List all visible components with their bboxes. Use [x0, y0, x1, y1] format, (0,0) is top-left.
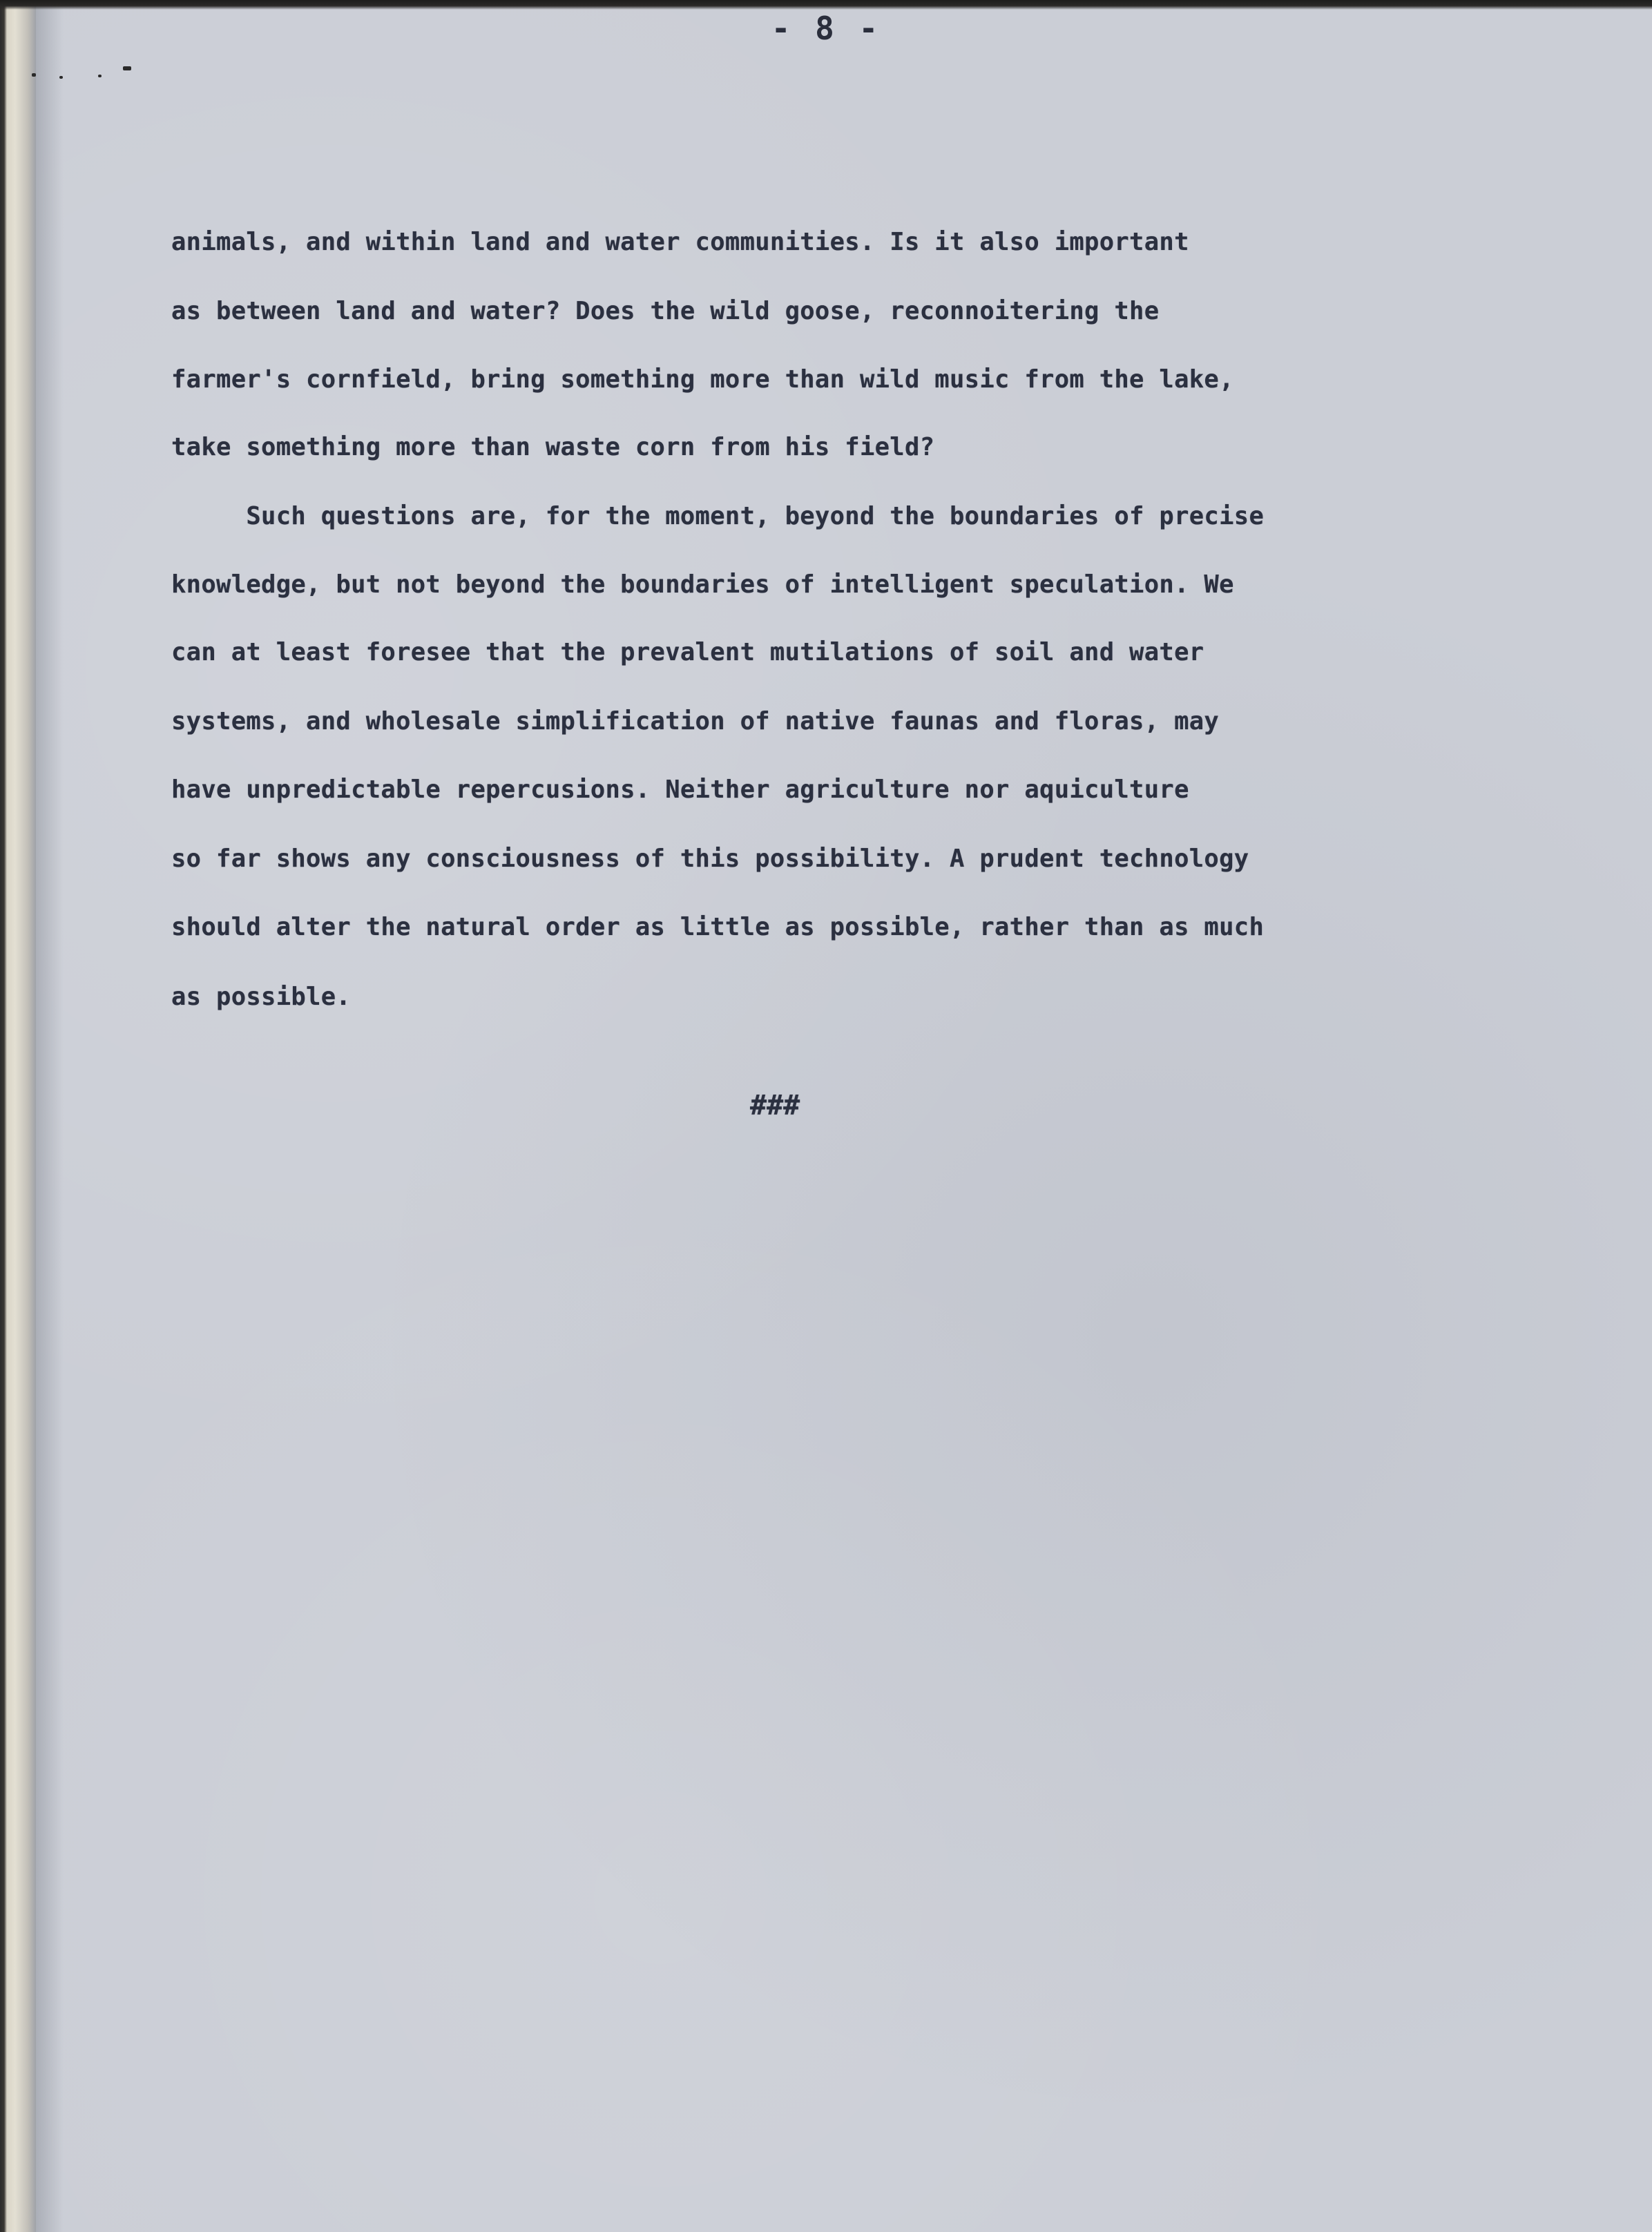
text-line: systems, and wholesale simplification of native faunas and floras, may: [171, 707, 1220, 735]
text-line: take something more than waste corn from his field?: [171, 433, 935, 461]
text-line: animals, and within land and water communities. Is it also important: [171, 228, 1189, 256]
text-line: can at least foresee that the prevalent mutilations of soil and water: [171, 638, 1204, 666]
text-line: have unpredictable repercusions. Neither agriculture nor aquiculture: [171, 776, 1189, 804]
text-line: as between land and water? Does the wild goose, reconnoitering the: [171, 297, 1160, 325]
text-line: Such questions are, for the moment, beyond the boundaries of precise: [171, 502, 1265, 530]
page-shadow: [36, 0, 64, 2232]
text-line: as possible.: [171, 983, 352, 1011]
margin-specks: [32, 66, 142, 94]
text-line: knowledge, but not beyond the boundaries of intelligent speculation. We: [171, 570, 1234, 599]
text-line: should alter the natural order as little as possible, rather than as much: [171, 913, 1265, 941]
top-edge: [0, 0, 1652, 10]
binding-edge: [0, 0, 36, 2232]
text-line: farmer's cornfield, bring something more than wild music from the lake,: [171, 365, 1234, 394]
text-line: so far shows any consciousness of this possibility. A prudent technology: [171, 845, 1249, 873]
end-mark: ###: [750, 1090, 800, 1122]
page-number: - 8 -: [771, 10, 881, 47]
